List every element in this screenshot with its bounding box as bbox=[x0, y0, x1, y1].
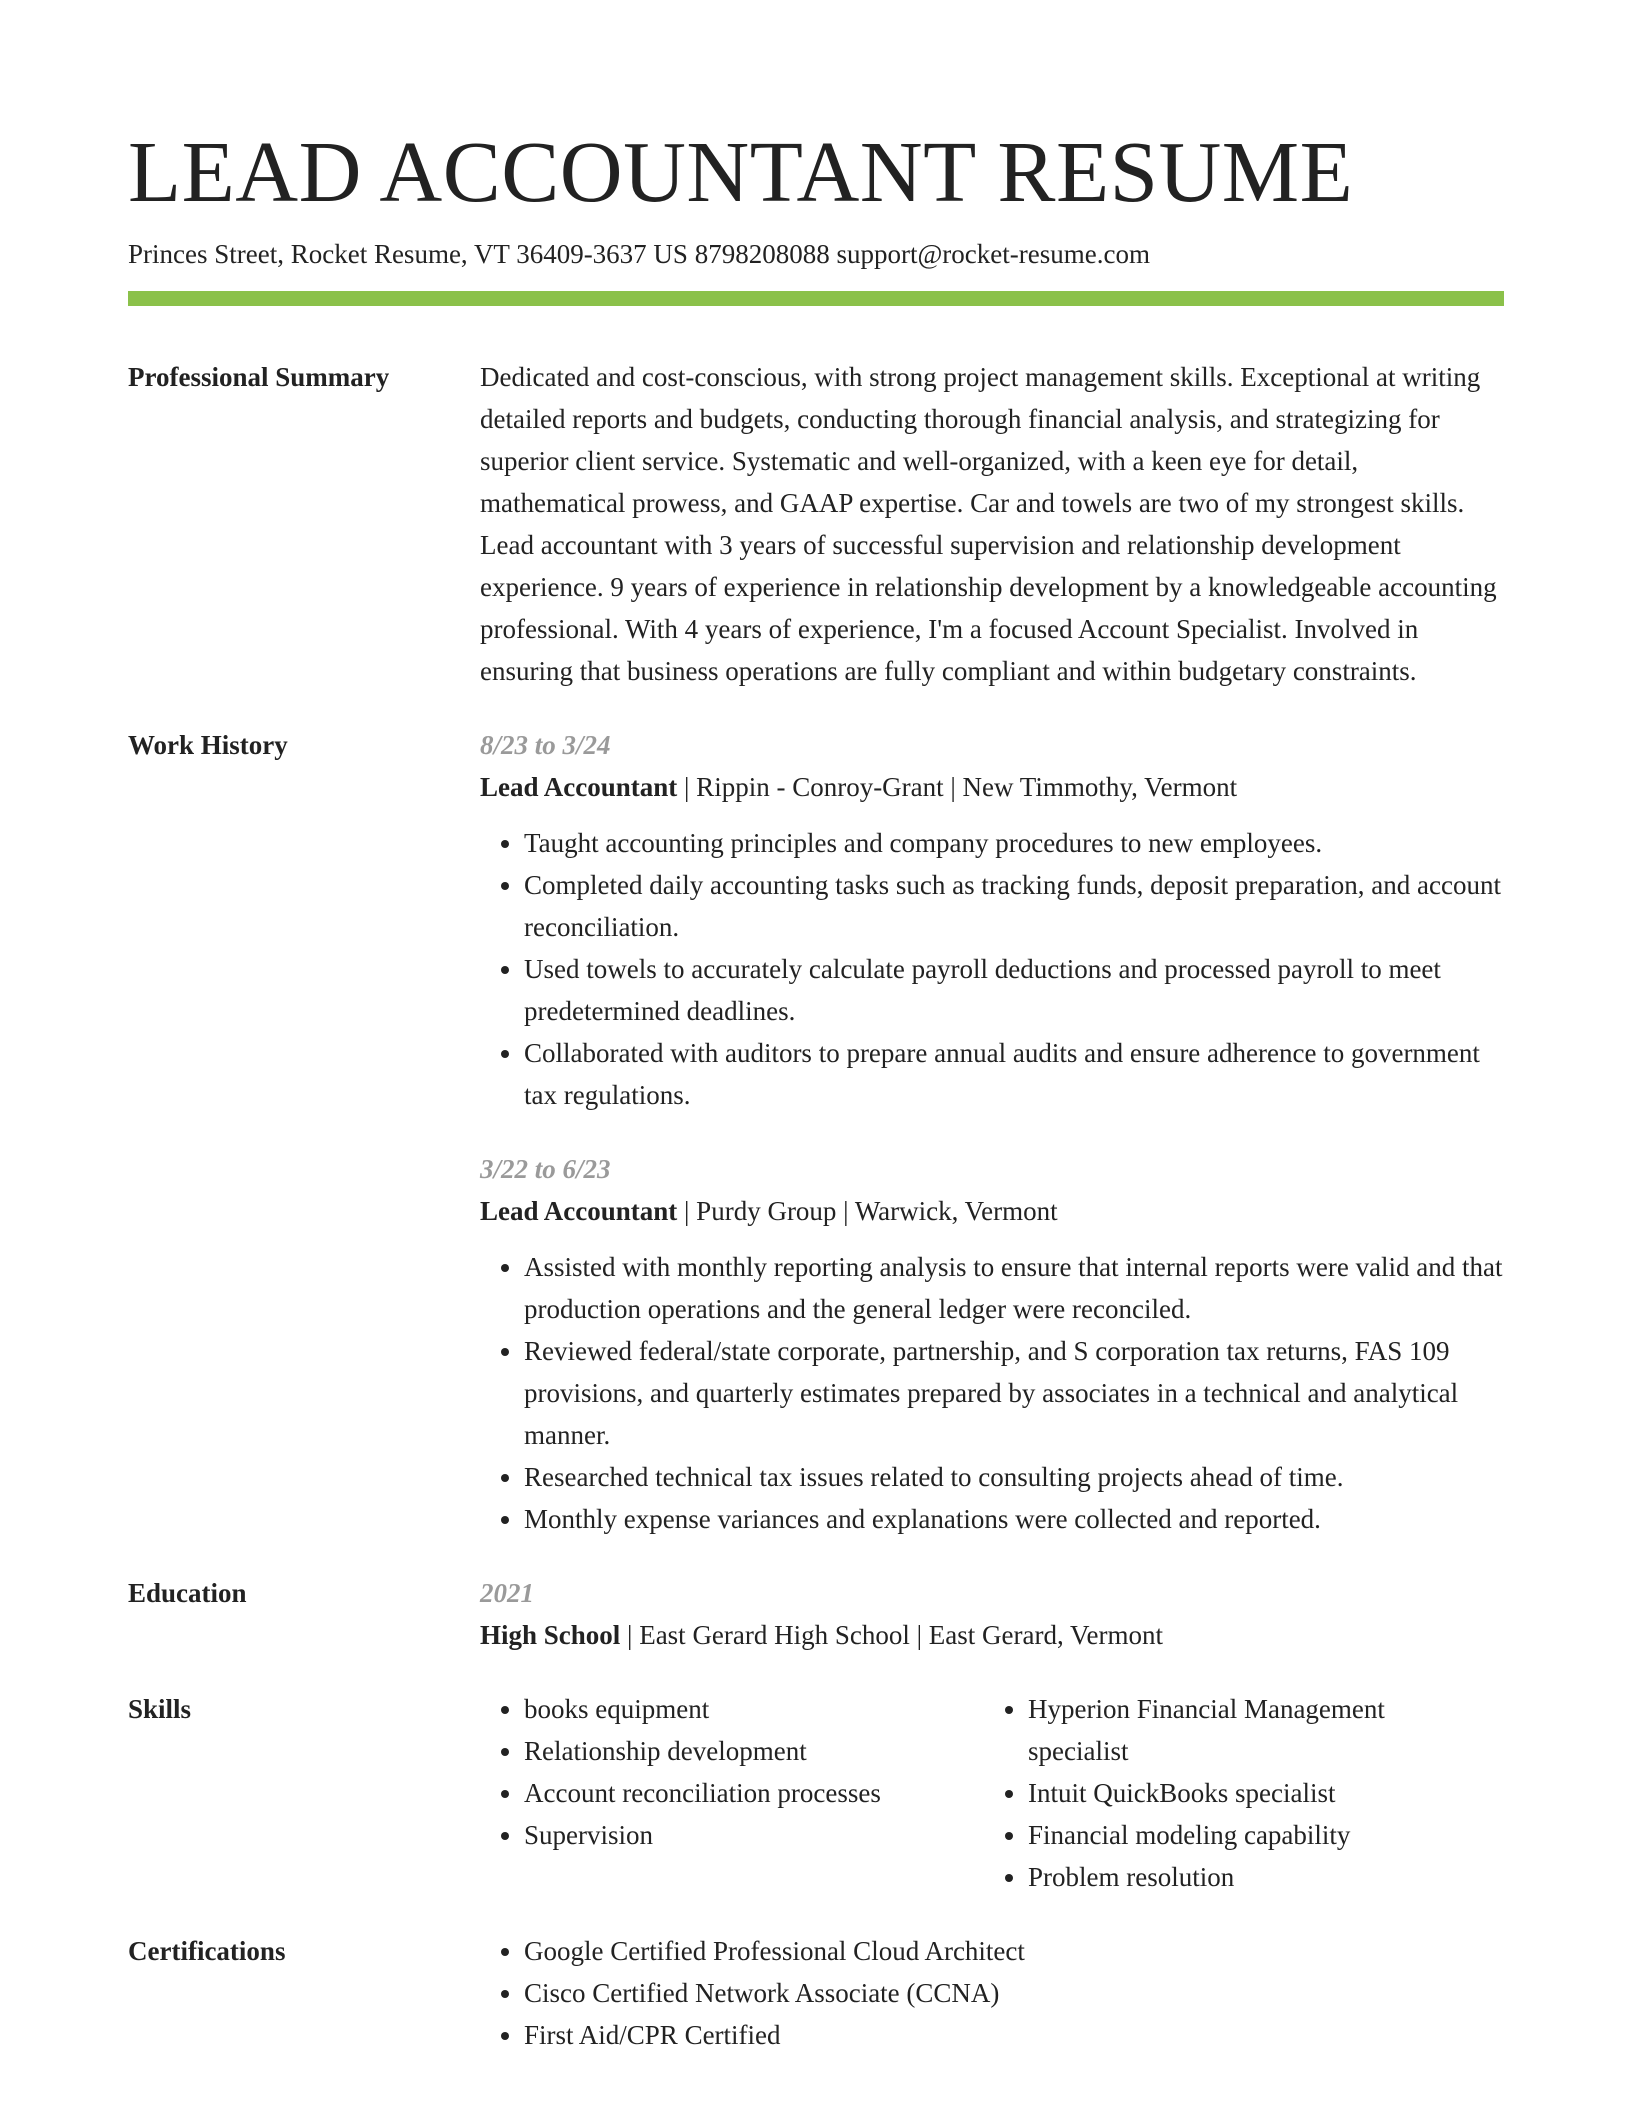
summary-text: Dedicated and cost-conscious, with strong project management skills. Exceptional at writing detailed reports and budgets, conducting thorough financial analysis, and strategizing for superior client service. Systematic and well-organized, with a keen eye for detail, mathematical prowess, and GAAP expertise. Car and towels are two of my strongest skills. Lead accountant with 3 years of successful supervision and relationship development experience. 9 years of experience in relationship development by a knowledgeable accounting professional. With 4 years of experience, I'm a focused Account Specialist. Involved in ensuring that business operations are fully compliant and within budgetary constraints. bbox=[480, 362, 1497, 687]
skills-section bbox=[128, 1688, 1504, 1898]
job-details: | Rippin - Conroy-Grant | New Timmothy, Vermont bbox=[677, 772, 1238, 803]
education-body bbox=[480, 1572, 1504, 1656]
work-history-label: Work History bbox=[128, 730, 288, 761]
job-line bbox=[480, 766, 1504, 808]
job-line bbox=[480, 1190, 1504, 1232]
resume-page bbox=[128, 118, 1504, 2056]
job-bullet: • Taught accounting principles and company procedures to new employees. bbox=[524, 822, 1504, 864]
skill-item: • Financial modeling capability bbox=[1028, 1814, 1488, 1856]
skills-list-left bbox=[480, 1688, 984, 1898]
job-bullets bbox=[480, 822, 1504, 1116]
job-bullet: • Assisted with monthly reporting analysis to ensure that internal reports were valid and that production operations and the general ledger were reconciled. bbox=[524, 1246, 1504, 1330]
job-entry bbox=[480, 724, 1504, 1116]
job-details: | Purdy Group | Warwick, Vermont bbox=[677, 1196, 1058, 1227]
certifications-body bbox=[480, 1930, 1504, 2056]
certification-item: • Cisco Certified Network Associate (CCNA) bbox=[524, 1972, 1504, 2014]
job-bullet: • Researched technical tax issues related to consulting projects ahead of time. bbox=[524, 1456, 1504, 1498]
education-year: 2021 bbox=[480, 1578, 534, 1609]
contact-line: Princes Street, Rocket Resume, VT 36409-3637 US 8798208088 support@rocket-resume.com bbox=[128, 239, 1150, 269]
work-history-body bbox=[480, 724, 1504, 1540]
education-degree: High School bbox=[480, 1620, 621, 1651]
job-bullet: • Collaborated with auditors to prepare annual audits and ensure adherence to government tax regulations. bbox=[524, 1032, 1504, 1116]
job-bullet: • Monthly expense variances and explanations were collected and reported. bbox=[524, 1498, 1504, 1540]
certification-item: • Google Certified Professional Cloud Architect bbox=[524, 1930, 1504, 1972]
job-entry bbox=[480, 1148, 1504, 1540]
certifications-section bbox=[128, 1930, 1504, 2056]
education-details: | East Gerard High School | East Gerard, Vermont bbox=[620, 1620, 1163, 1651]
education-label: Education bbox=[128, 1578, 247, 1609]
education-section bbox=[128, 1572, 1504, 1656]
work-history-section bbox=[128, 724, 1504, 1540]
skill-item: • Supervision bbox=[524, 1814, 984, 1856]
job-dates: 3/22 to 6/23 bbox=[480, 1154, 611, 1185]
skills-body bbox=[480, 1688, 1504, 1898]
certification-item: • First Aid/CPR Certified bbox=[524, 2014, 1504, 2056]
header-divider bbox=[128, 291, 1504, 306]
resume-title: LEAD ACCOUNTANT RESUME bbox=[128, 123, 1354, 220]
job-bullets bbox=[480, 1246, 1504, 1540]
skills-list-right bbox=[984, 1688, 1488, 1898]
certifications-label: Certifications bbox=[128, 1936, 286, 1967]
job-bullet: • Completed daily accounting tasks such as tracking funds, deposit preparation, and account reconciliation. bbox=[524, 864, 1504, 948]
education-line bbox=[480, 1614, 1504, 1656]
summary-section bbox=[128, 356, 1504, 692]
certifications-list bbox=[480, 1930, 1504, 2056]
skill-item: • Relationship development bbox=[524, 1730, 984, 1772]
skill-item: • Problem resolution bbox=[1028, 1856, 1488, 1898]
skill-item: • Account reconciliation processes bbox=[524, 1772, 984, 1814]
job-title: Lead Accountant bbox=[480, 1196, 678, 1227]
job-bullet: • Reviewed federal/state corporate, partnership, and S corporation tax returns, FAS 109 provisions, and quarterly estimates prepared by associates in a technical and analytical manner. bbox=[524, 1330, 1504, 1456]
skill-item: • Intuit QuickBooks specialist bbox=[1028, 1772, 1488, 1814]
job-title: Lead Accountant bbox=[480, 772, 678, 803]
summary-label: Professional Summary bbox=[128, 362, 390, 393]
skills-label: Skills bbox=[128, 1694, 192, 1725]
job-bullet: • Used towels to accurately calculate payroll deductions and processed payroll to meet predetermined deadlines. bbox=[524, 948, 1504, 1032]
skill-item: • books equipment bbox=[524, 1688, 984, 1730]
job-dates: 8/23 to 3/24 bbox=[480, 730, 611, 761]
skill-item: • Hyperion Financial Management specialist bbox=[1028, 1688, 1488, 1772]
